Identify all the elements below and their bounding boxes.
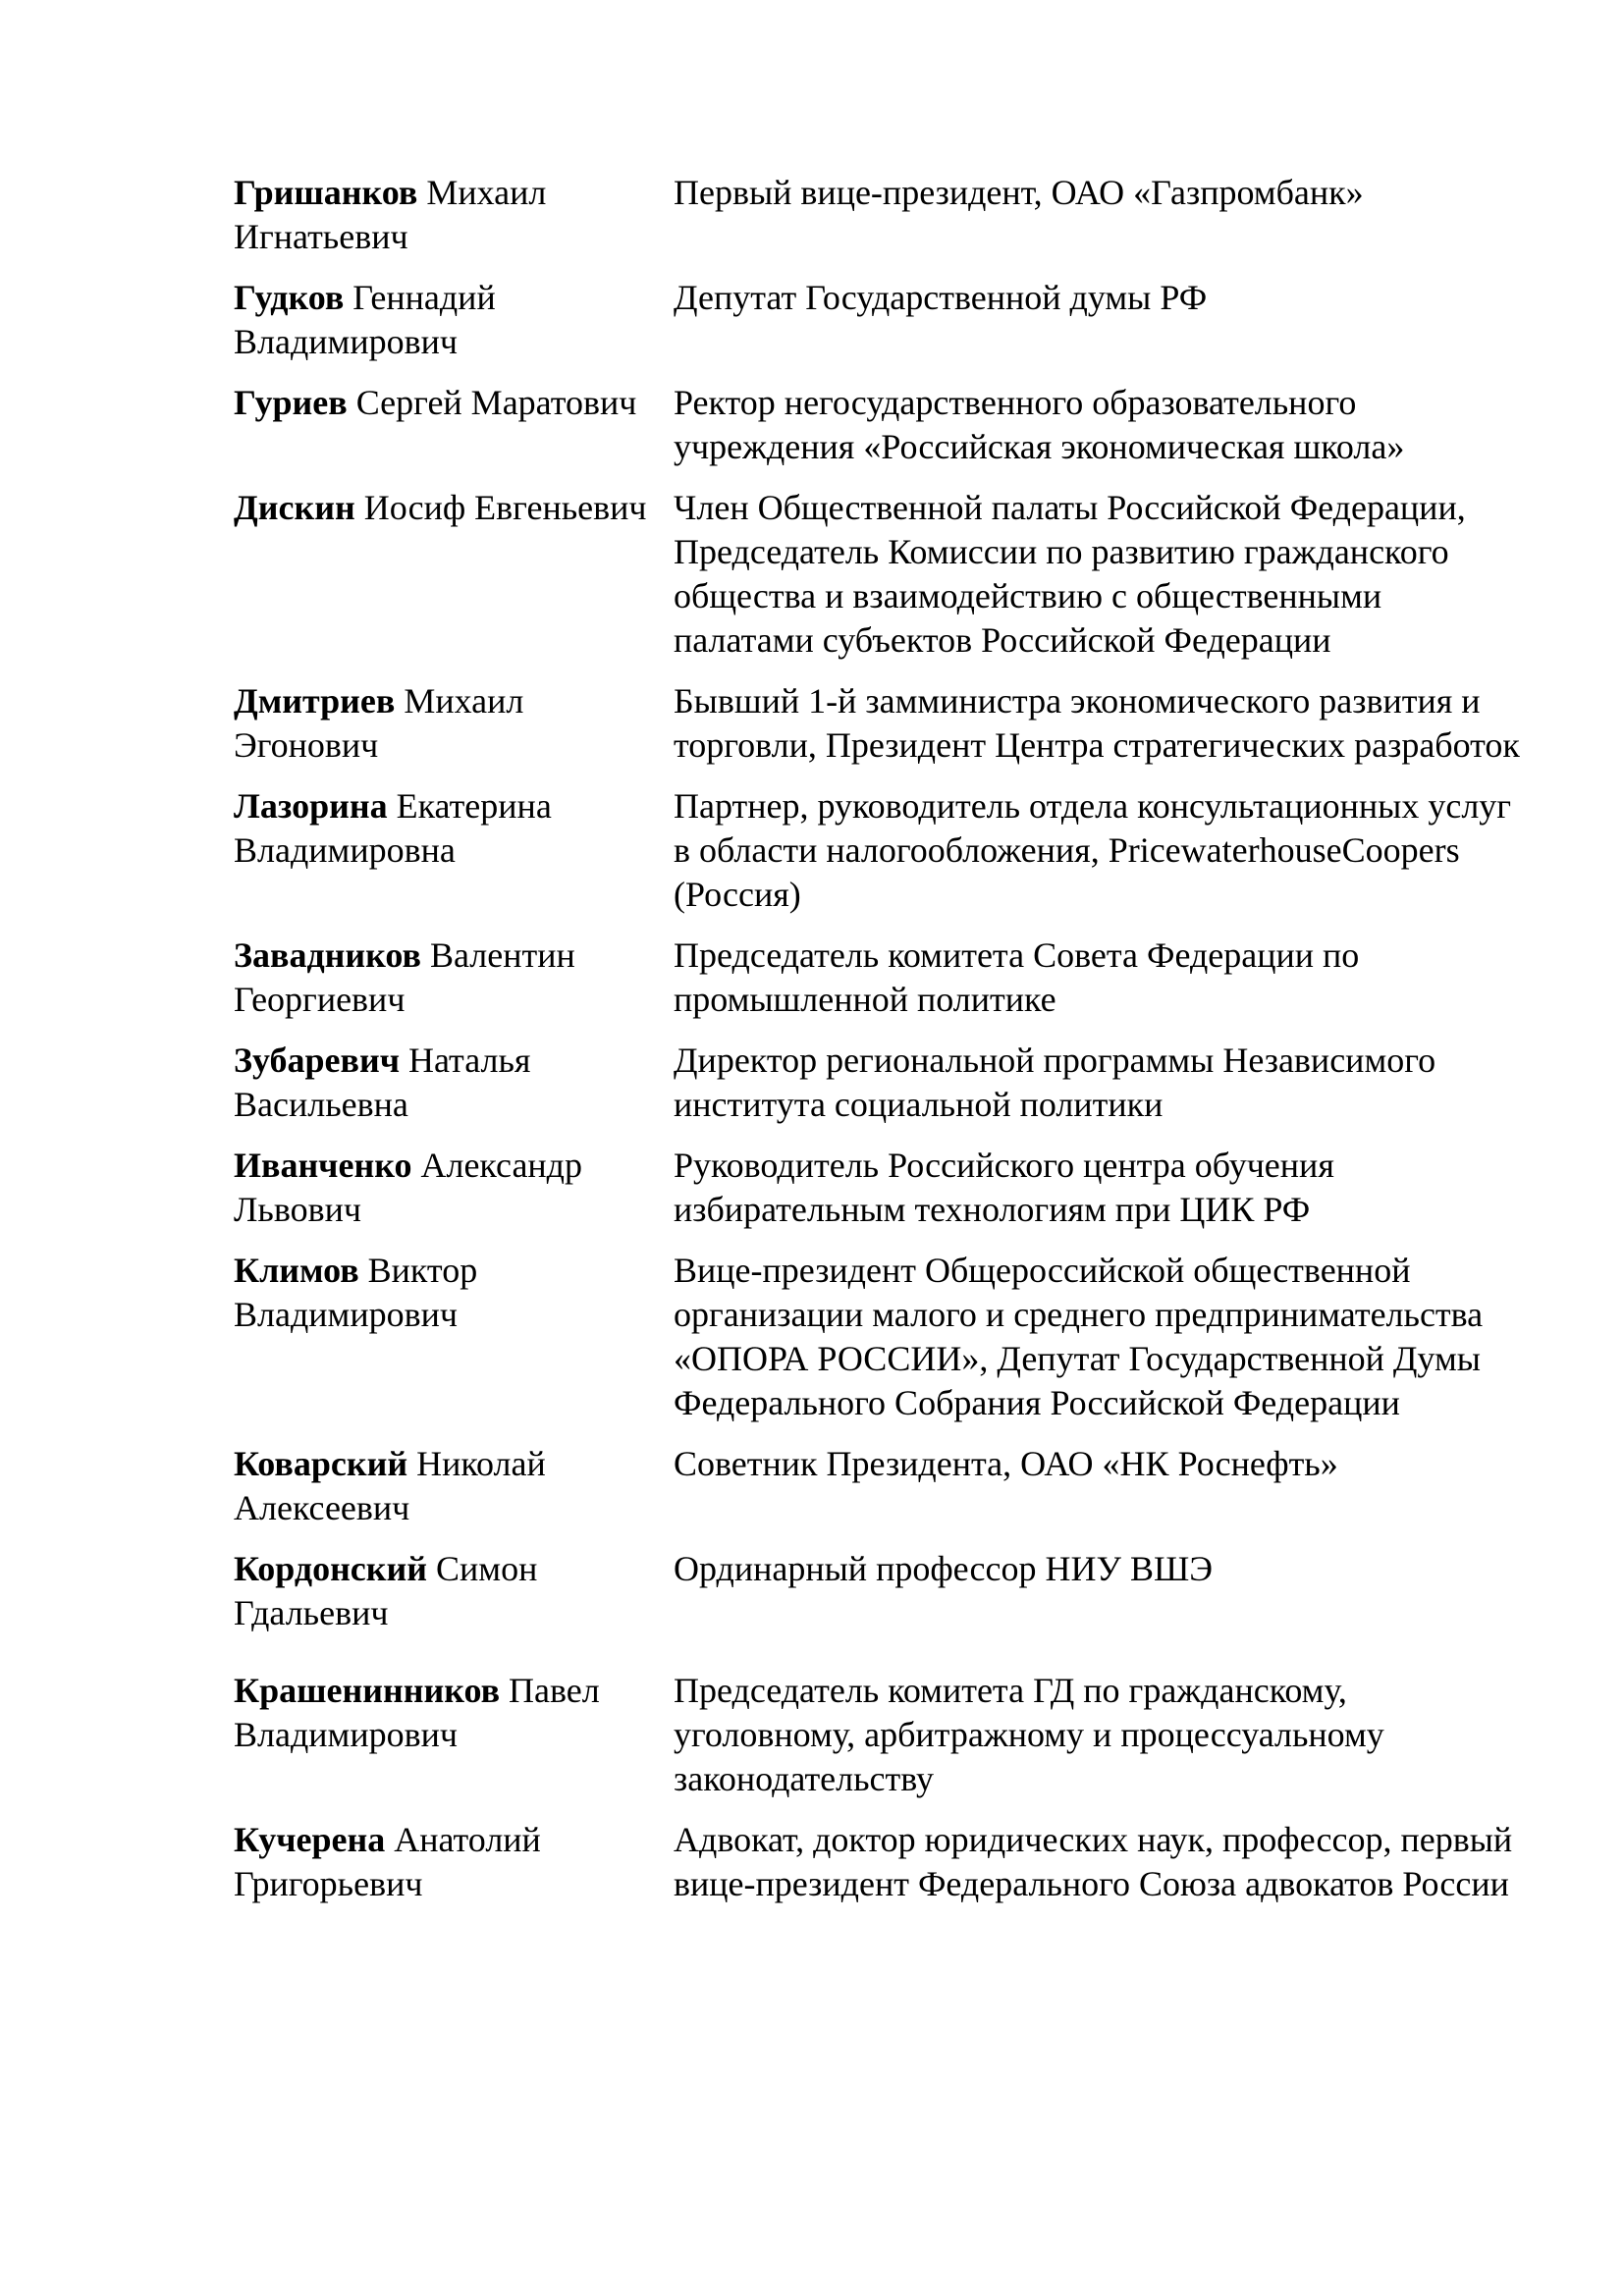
member-row [234,1039,1520,1144]
member-given-name: Виктор Владимирович [234,1251,478,1334]
member-name [234,1144,674,1249]
members-table [234,171,1520,1923]
member-name [234,1039,674,1144]
member-surname: Дискин [234,488,355,527]
member-position: Председатель комитета Совета Федерации по промышленной политике [674,935,1360,1019]
member-given-name: Валентин Георгиевич [234,935,575,1019]
member-name [234,679,674,784]
member-row [234,486,1520,679]
member-given-name: Геннадий Владимирович [234,278,496,361]
member-name [234,486,674,679]
member-given-name: Александр Львович [234,1146,582,1229]
member-given-name: Павел Владимирович [234,1671,600,1754]
member-surname: Гудков [234,278,345,317]
member-position: Вице-президент Общероссийской общественной организации малого и среднего предпринимательства «ОПОРА РОССИИ», Депутат Государственной Думы Федерального Собрания Российской Федерации [674,1251,1484,1422]
member-position: Директор региональной программы Независимого института социальной политики [674,1041,1436,1124]
member-surname: Кордонский [234,1549,428,1588]
member-position: Первый вице-президент, ОАО «Газпромбанк» [674,173,1364,212]
member-surname: Коварский [234,1444,408,1483]
member-given-name: Михаил Эгонович [234,681,524,765]
member-row [234,1818,1520,1923]
member-position: Член Общественной палаты Российской Федерации, Председатель Комиссии по развитию гражданского общества и взаимодействию с общественными палатами субъектов Российской Федерации [674,488,1466,660]
member-surname: Дмитриев [234,681,396,721]
member-surname: Кучерена [234,1820,386,1859]
member-position: Руководитель Российского центра обучения избирательным технологиям при ЦИК РФ [674,1146,1334,1229]
member-row [234,679,1520,784]
member-position: Ректор негосударственного образовательного учреждения «Российская экономическая школа» [674,383,1405,466]
member-position: Председатель комитета ГД по гражданскому, уголовному, арбитражному и процессуальному законодательству [674,1671,1384,1798]
member-row [234,171,1520,276]
member-name [234,1669,674,1818]
member-surname: Гуриев [234,383,348,422]
member-given-name: Наталья Васильевна [234,1041,531,1124]
member-name [234,934,674,1039]
member-name [234,171,674,276]
member-row [234,1669,1520,1818]
member-name [234,1249,674,1442]
member-position: Партнер, руководитель отдела консультационных услуг в области налогообложения, PricewaterhouseCoopers (Россия) [674,786,1512,914]
member-given-name: Симон Гдальевич [234,1549,538,1632]
member-name [234,1442,674,1547]
member-given-name: Михаил Игнатьевич [234,173,547,256]
member-name [234,1547,674,1669]
member-name [234,784,674,934]
member-name [234,381,674,486]
member-surname: Климов [234,1251,359,1290]
member-surname: Гришанков [234,173,418,212]
member-name [234,276,674,381]
member-surname: Зубаревич [234,1041,401,1080]
member-given-name: Иосиф Евгеньевич [354,488,647,527]
member-row [234,784,1520,934]
member-surname: Крашенинников [234,1671,501,1710]
member-position: Бывший 1-й замминистра экономического развития и торговли, Президент Центра стратегических разработок [674,681,1520,765]
member-row [234,381,1520,486]
member-given-name: Екатерина Владимировна [234,786,552,870]
member-position: Депутат Государственной думы РФ [674,278,1208,317]
member-surname: Иванченко [234,1146,412,1185]
member-position: Адвокат, доктор юридических наук, профессор, первый вице-президент Федерального Союза адвокатов России [674,1820,1513,1903]
member-name [234,1818,674,1923]
member-row [234,1144,1520,1249]
member-given-name: Николай Алексеевич [234,1444,546,1527]
member-surname: Завадников [234,935,421,975]
member-row [234,1547,1520,1669]
member-position: Ординарный профессор НИУ ВШЭ [674,1549,1214,1588]
member-given-name: Сергей Маратович [347,383,637,422]
member-row [234,1442,1520,1547]
member-given-name: Анатолий Григорьевич [234,1820,541,1903]
member-surname: Лазорина [234,786,388,826]
member-position: Советник Президента, ОАО «НК Роснефть» [674,1444,1338,1483]
member-row [234,276,1520,381]
member-row [234,1249,1520,1442]
member-row [234,934,1520,1039]
